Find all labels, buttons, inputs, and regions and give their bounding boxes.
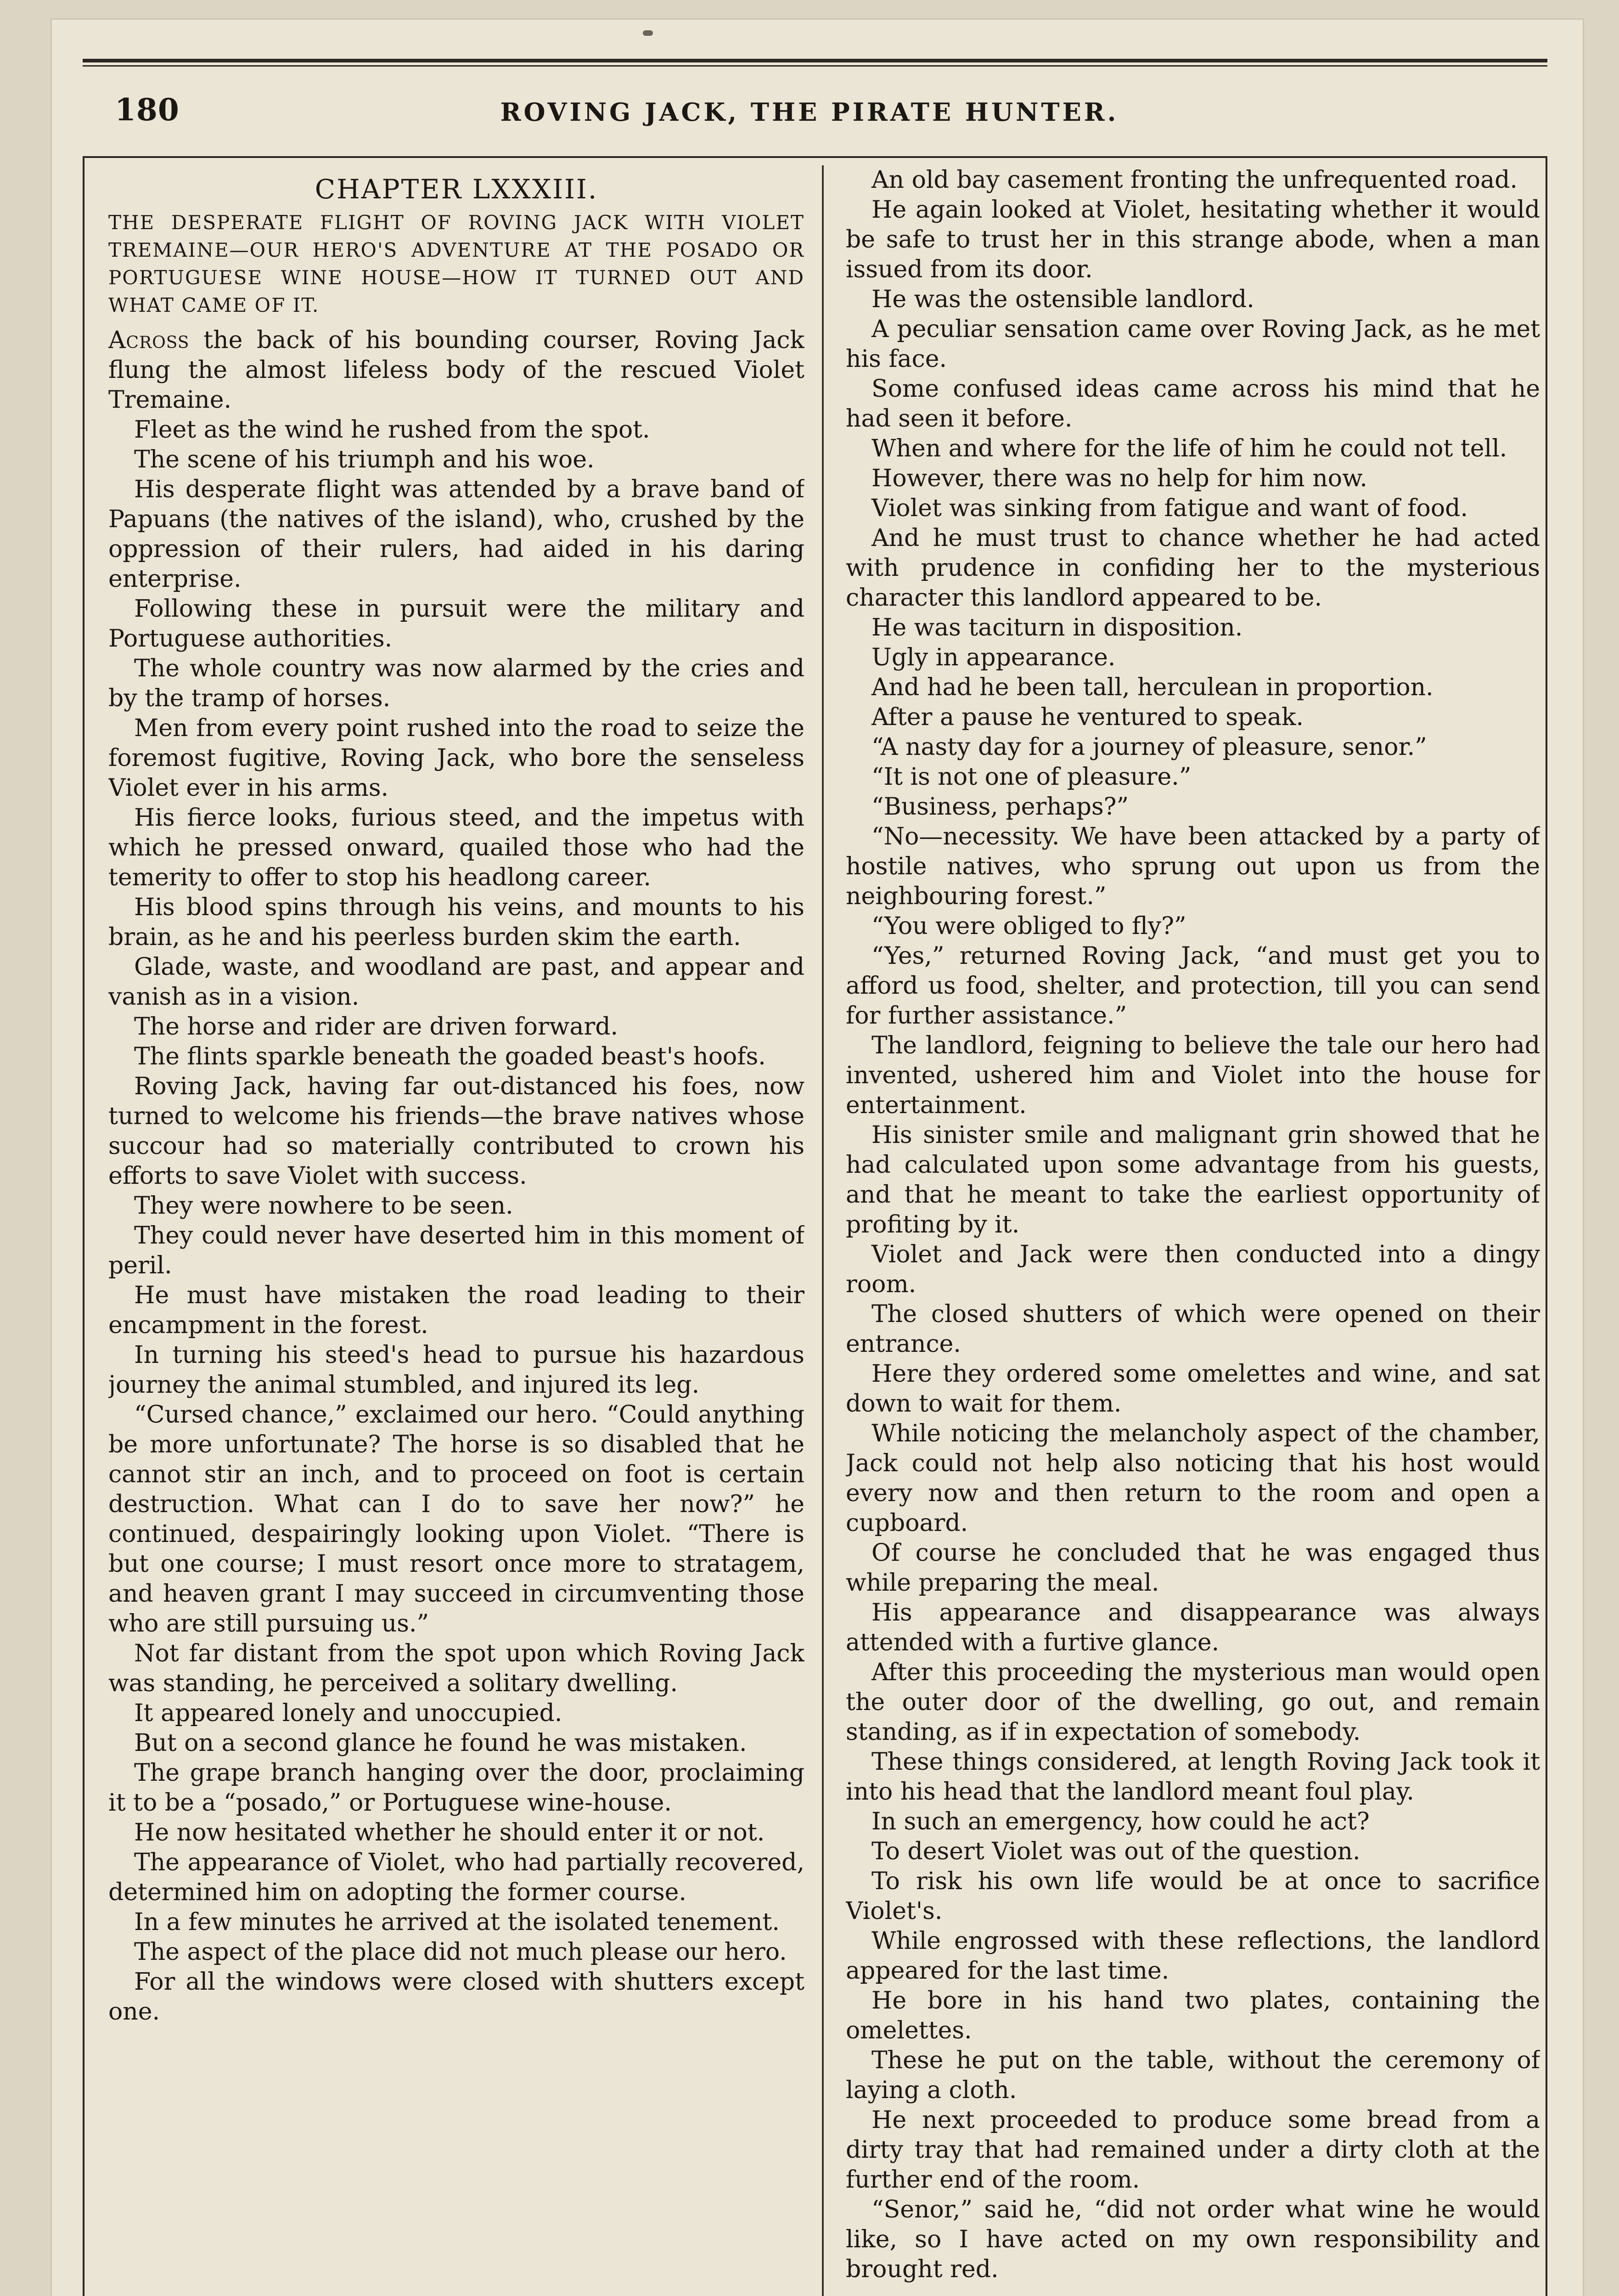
binding-mark (643, 30, 653, 36)
column-divider (822, 165, 824, 2296)
left-paragraph: The grape branch hanging over the door, proclaiming it to be a “posado,” or Portuguese wine-house. (108, 1759, 804, 1817)
right-paragraph: However, there was no help for him now. (871, 465, 1367, 492)
opening-text: the back of his bounding courser, Roving Jack flung the almost lifeless body of the rescued Violet Tremaine. (108, 326, 804, 414)
running-title: ROVING JACK, THE PIRATE HUNTER. (500, 97, 1119, 127)
right-paragraph: Ugly in appearance. (871, 644, 1116, 671)
right-paragraph: After a pause he ventured to speak. (871, 703, 1304, 731)
left-column (108, 165, 804, 2296)
right-paragraph: “Senor,” said he, “did not order what wine he would like, so I have acted on my own responsibility and brought red. (846, 2196, 1540, 2283)
header-rule (83, 59, 1547, 62)
right-paragraph: These he put on the table, without the ceremony of laying a cloth. (846, 2047, 1540, 2104)
right-paragraph: The closed shutters of which were opened on their entrance. (846, 1300, 1540, 1358)
frame-left-border (83, 156, 84, 2296)
right-paragraph: Of course he concluded that he was engaged thus while preparing the meal. (846, 1539, 1540, 1597)
right-paragraph: A peculiar sensation came over Roving Jack, as he met his face. (846, 315, 1540, 373)
left-paragraph: He now hesitated whether he should enter it or not. (134, 1819, 765, 1846)
frame-right-border (1546, 156, 1547, 2296)
left-paragraphs (108, 415, 804, 2027)
left-paragraph: They could never have deserted him in this moment of peril. (108, 1222, 804, 1279)
right-paragraph: He was taciturn in disposition. (871, 614, 1243, 642)
right-paragraph: And had he been tall, herculean in proportion. (871, 674, 1433, 701)
header-rule-bottom (83, 156, 1547, 158)
left-paragraph: The flints sparkle beneath the goaded beast's hoofs. (134, 1043, 766, 1070)
left-paragraph: “Cursed chance,” exclaimed our hero. “Could anything be more unfortunate? The horse is so disabled that he cannot stir an inch, and to proceed on foot is certain destruction. What can I do to save her now?” he continued, despairingly looking upon Violet. “There is but one course; I must resort once more to stratagem, and heaven grant I may succeed in circumventing those who are still pursuing us.” (108, 1401, 804, 1638)
chapter-title: CHAPTER LXXXIII. (315, 174, 598, 205)
left-paragraph: His blood spins through his veins, and mounts to his brain, as he and his peerless burden skim the earth. (108, 894, 804, 951)
right-paragraph: When and where for the life of him he could not tell. (871, 435, 1507, 462)
chapter-summary: THE DESPERATE FLIGHT OF ROVING JACK WITH VIOLET TREMAINE—OUR HERO'S ADVENTURE AT THE POSADO OR PORTUGUESE WINE HOUSE—HOW IT TURNED OUT AND WHAT CAME OF IT. (108, 211, 804, 316)
right-paragraph: The landlord, feigning to believe the tale our hero had invented, ushered him and Violet into the house for entertainment. (846, 1032, 1540, 1119)
right-paragraph: He bore in his hand two plates, containing the omelettes. (846, 1987, 1540, 2044)
left-paragraph: They were nowhere to be seen. (134, 1192, 513, 1220)
opening-paragraph (108, 326, 804, 415)
left-paragraph: He must have mistaken the road leading to their encampment in the forest. (108, 1282, 804, 1339)
left-paragraph: Men from every point rushed into the road to seize the foremost fugitive, Roving Jack, who bore the senseless Violet ever in his arms. (108, 715, 804, 802)
right-paragraph: “It is not one of pleasure.” (871, 763, 1192, 791)
right-paragraphs (846, 165, 1540, 2285)
right-paragraph: To desert Violet was out of the question. (871, 1838, 1360, 1865)
right-paragraph: While noticing the melancholy aspect of the chamber, Jack could not help also noticing that his host would every now and then return to the room and open a cupboard. (846, 1420, 1540, 1537)
right-paragraph: “A nasty day for a journey of pleasure, senor.” (871, 733, 1427, 761)
right-paragraph: To risk his own life would be at once to sacrifice Violet's. (846, 1868, 1540, 1925)
left-paragraph: Glade, waste, and woodland are past, and appear and vanish as in a vision. (108, 953, 804, 1011)
page-number: 180 (115, 92, 180, 128)
left-paragraph: The appearance of Violet, who had partially recovered, determined him on adopting the former course. (108, 1849, 804, 1906)
right-paragraph: In such an emergency, how could he act? (871, 1808, 1370, 1835)
left-paragraph: In turning his steed's head to pursue his hazardous journey the animal stumbled, and injured its leg. (108, 1341, 804, 1399)
left-paragraph: The horse and rider are driven forward. (134, 1013, 618, 1041)
header-rule-thin (83, 65, 1547, 67)
right-paragraph: While engrossed with these reflections, the landlord appeared for the last time. (846, 1927, 1540, 1985)
right-paragraph: An old bay casement fronting the unfrequented road. (871, 166, 1518, 194)
left-paragraph: His desperate flight was attended by a brave band of Papuans (the natives of the island), who, crushed by the oppression of their rulers, had aided in his daring enterprise. (108, 476, 804, 593)
right-paragraph: He next proceeded to produce some bread from a dirty tray that had remained under a dirty cloth at the further end of the room. (846, 2106, 1540, 2194)
right-paragraph: “No—necessity. We have been attacked by a party of hostile natives, who sprung out upon us from the neighbouring forest.” (846, 823, 1540, 910)
right-paragraph: His sinister smile and malignant grin showed that he had calculated upon some advantage from his guests, and that he meant to take the earliest opportunity of profiting by it. (846, 1121, 1540, 1238)
right-paragraph: After this proceeding the mysterious man would open the outer door of the dwelling, go out, and remain standing, as if in expectation of somebody. (846, 1659, 1540, 1746)
left-paragraph: It appeared lonely and unoccupied. (134, 1699, 562, 1727)
left-paragraph: The whole country was now alarmed by the cries and by the tramp of horses. (108, 655, 804, 712)
right-paragraph: “Business, perhaps?” (871, 793, 1129, 821)
left-paragraph: The aspect of the place did not much please our hero. (134, 1938, 787, 1966)
right-column (846, 165, 1540, 2296)
right-paragraph: “Yes,” returned Roving Jack, “and must get you to afford us food, shelter, and protection, till you can send for further assistance.” (846, 942, 1540, 1030)
right-paragraph: He again looked at Violet, hesitating whether it would be safe to trust her in this strange abode, when a man issued from its door. (846, 196, 1540, 283)
left-paragraph: In a few minutes he arrived at the isolated tenement. (134, 1908, 780, 1936)
left-paragraph: But on a second glance he found he was mistaken. (134, 1729, 747, 1757)
left-paragraph: The scene of his triumph and his woe. (134, 446, 595, 473)
right-paragraph: And he must trust to chance whether he had acted with prudence in confiding her to the mysterious character this landlord appeared to be. (846, 524, 1540, 612)
left-paragraph: Fleet as the wind he rushed from the spot. (134, 416, 650, 444)
right-paragraph: He was the ostensible landlord. (871, 286, 1254, 313)
right-paragraph: Violet and Jack were then conducted into a dingy room. (846, 1241, 1540, 1298)
left-paragraph: His fierce looks, furious steed, and the impetus with which he pressed onward, quailed those who had the temerity to offer to stop his headlong career. (108, 804, 804, 891)
left-paragraph: Following these in pursuit were the military and Portuguese authorities. (108, 595, 804, 653)
left-paragraph: Not far distant from the spot upon which Roving Jack was standing, he perceived a solitary dwelling. (108, 1640, 804, 1697)
right-paragraph: Violet was sinking from fatigue and want of food. (871, 495, 1468, 522)
left-paragraph: For all the windows were closed with shutters except one. (108, 1968, 804, 2026)
right-paragraph: His appearance and disappearance was always attended with a furtive glance. (846, 1599, 1540, 1656)
left-paragraph: Roving Jack, having far out-distanced his foes, now turned to welcome his friends—the brave natives whose succour had so materially contributed to crown his efforts to save Violet with success. (108, 1073, 804, 1190)
right-paragraph: Some confused ideas came across his mind that he had seen it before. (846, 375, 1540, 433)
right-paragraph: These things considered, at length Roving Jack took it into his head that the landlord meant foul play. (846, 1748, 1540, 1806)
right-paragraph: “You were obliged to fly?” (871, 912, 1186, 940)
right-paragraph: Here they ordered some omelettes and wine, and sat down to wait for them. (846, 1360, 1540, 1418)
drop-word: Across (108, 326, 190, 354)
